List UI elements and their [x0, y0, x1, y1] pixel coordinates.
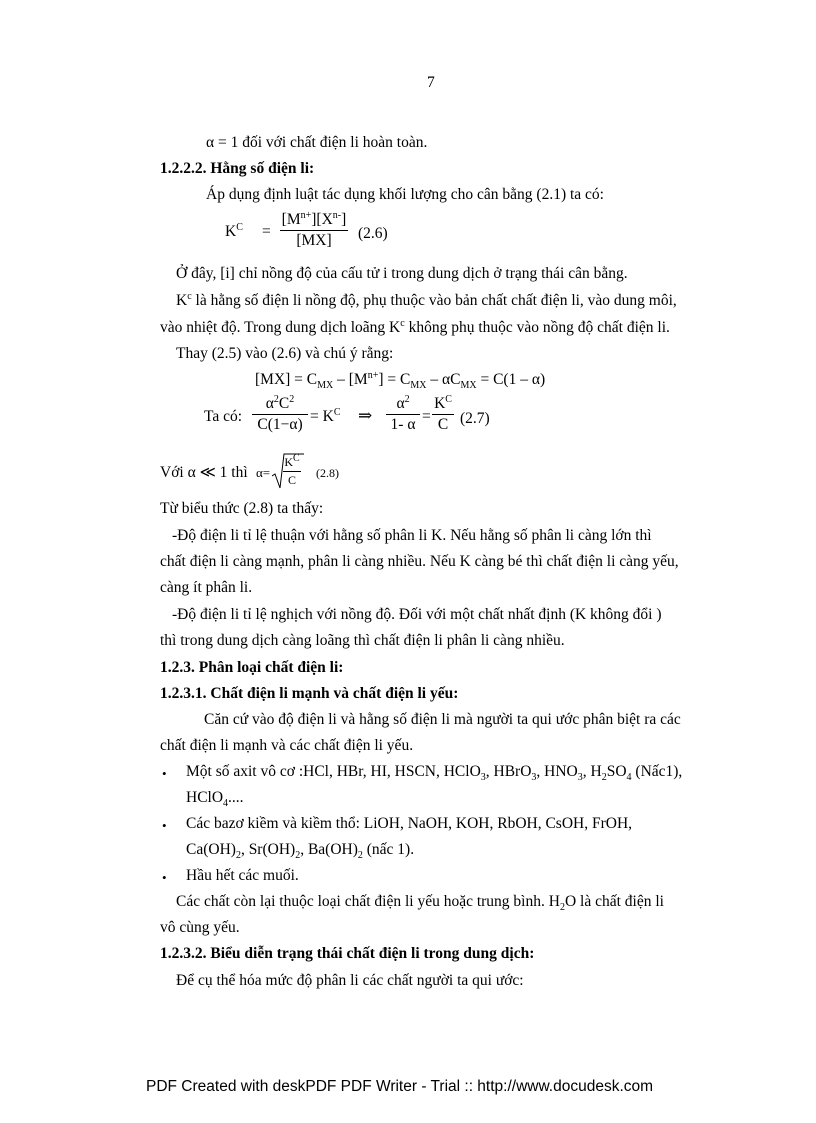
substitute-line: Thay (2.5) vào (2.6) và chú ý rằng: — [176, 345, 394, 362]
based-line1: Căn cứ vào độ điện li và hằng số điện li mà người ta qui ước phân biệt ra các — [204, 711, 681, 728]
rest-line2: vô cùng yếu. — [160, 919, 240, 936]
pdf-footer: PDF Created with deskPDF PDF Writer - Trial :: http://www.docudesk.com — [146, 1078, 654, 1095]
heading-1-2-3-1: 1.2.3.1. Chất điện li mạnh và chất điện li yếu: — [160, 685, 459, 702]
equation-mx: $[MX] = C_{MX} - [M^{n+}] = C_{MX} - \alpha C_{MX} = C(1 - \alpha)$ — [255, 369, 546, 392]
rest-line1: Các chất còn lại thuộc loại chất điện li yếu hoặc trung bình. $H_2O$ là chất điện li — [176, 893, 664, 914]
specify-line: Để cụ thể hóa mức độ phân li các chất người ta qui ước: — [176, 972, 524, 989]
apply-law-line: Áp dụng định luật tác dụng khối lượng cho cân bằng (2.1) ta có: — [206, 186, 604, 203]
kc-definition-b: vào nhiệt độ. Trong dung dịch loãng $K^c$ không phụ thuộc vào nồng độ chất điện li. — [160, 317, 670, 336]
kc-definition-a: $K^c$ là hằng số điện li nồng độ, phụ thuộc vào bản chất chất điện li, vào dung môi, — [176, 290, 677, 309]
based-line2: chất điện li mạnh và các chất điện li yếu. — [160, 737, 414, 754]
alpha-complete-line: α = 1 đối với chất điện li hoàn toàn. — [206, 134, 428, 151]
para2-line2: thì trong dung dịch càng loãng thì chất điện li phân li càng nhiều. — [160, 632, 565, 649]
para2-line1: -Độ điện li tỉ lệ nghịch với nồng độ. Đối với một chất nhất định (K không đổi ) — [172, 606, 662, 623]
page-number: 7 — [427, 74, 435, 91]
heading-1-2-2-2: 1.2.2.2. Hằng số điện li: — [160, 160, 315, 177]
para1-line3: càng ít phân li. — [160, 579, 253, 596]
where-i-line: Ở đây, [i] chỉ nồng độ của cấu tử i trong dung dịch ở trạng thái cân bằng. — [176, 265, 628, 282]
from-expression-line: Từ biểu thức (2.8) ta thấy: — [160, 500, 324, 517]
heading-1-2-3: 1.2.3. Phân loại chất điện li: — [160, 659, 344, 676]
heading-1-2-3-2: 1.2.3.2. Biểu diễn trạng thái chất điện li trong dung dịch: — [160, 945, 535, 962]
para1-line1: -Độ điện li tỉ lệ thuận với hằng số phân li K. Nếu hằng số phân li càng lớn thì — [172, 527, 652, 544]
para1-line2: chất điện li càng mạnh, phân li càng nhiều. Nếu K càng bé thì chất điện li càng yếu, — [160, 553, 679, 570]
